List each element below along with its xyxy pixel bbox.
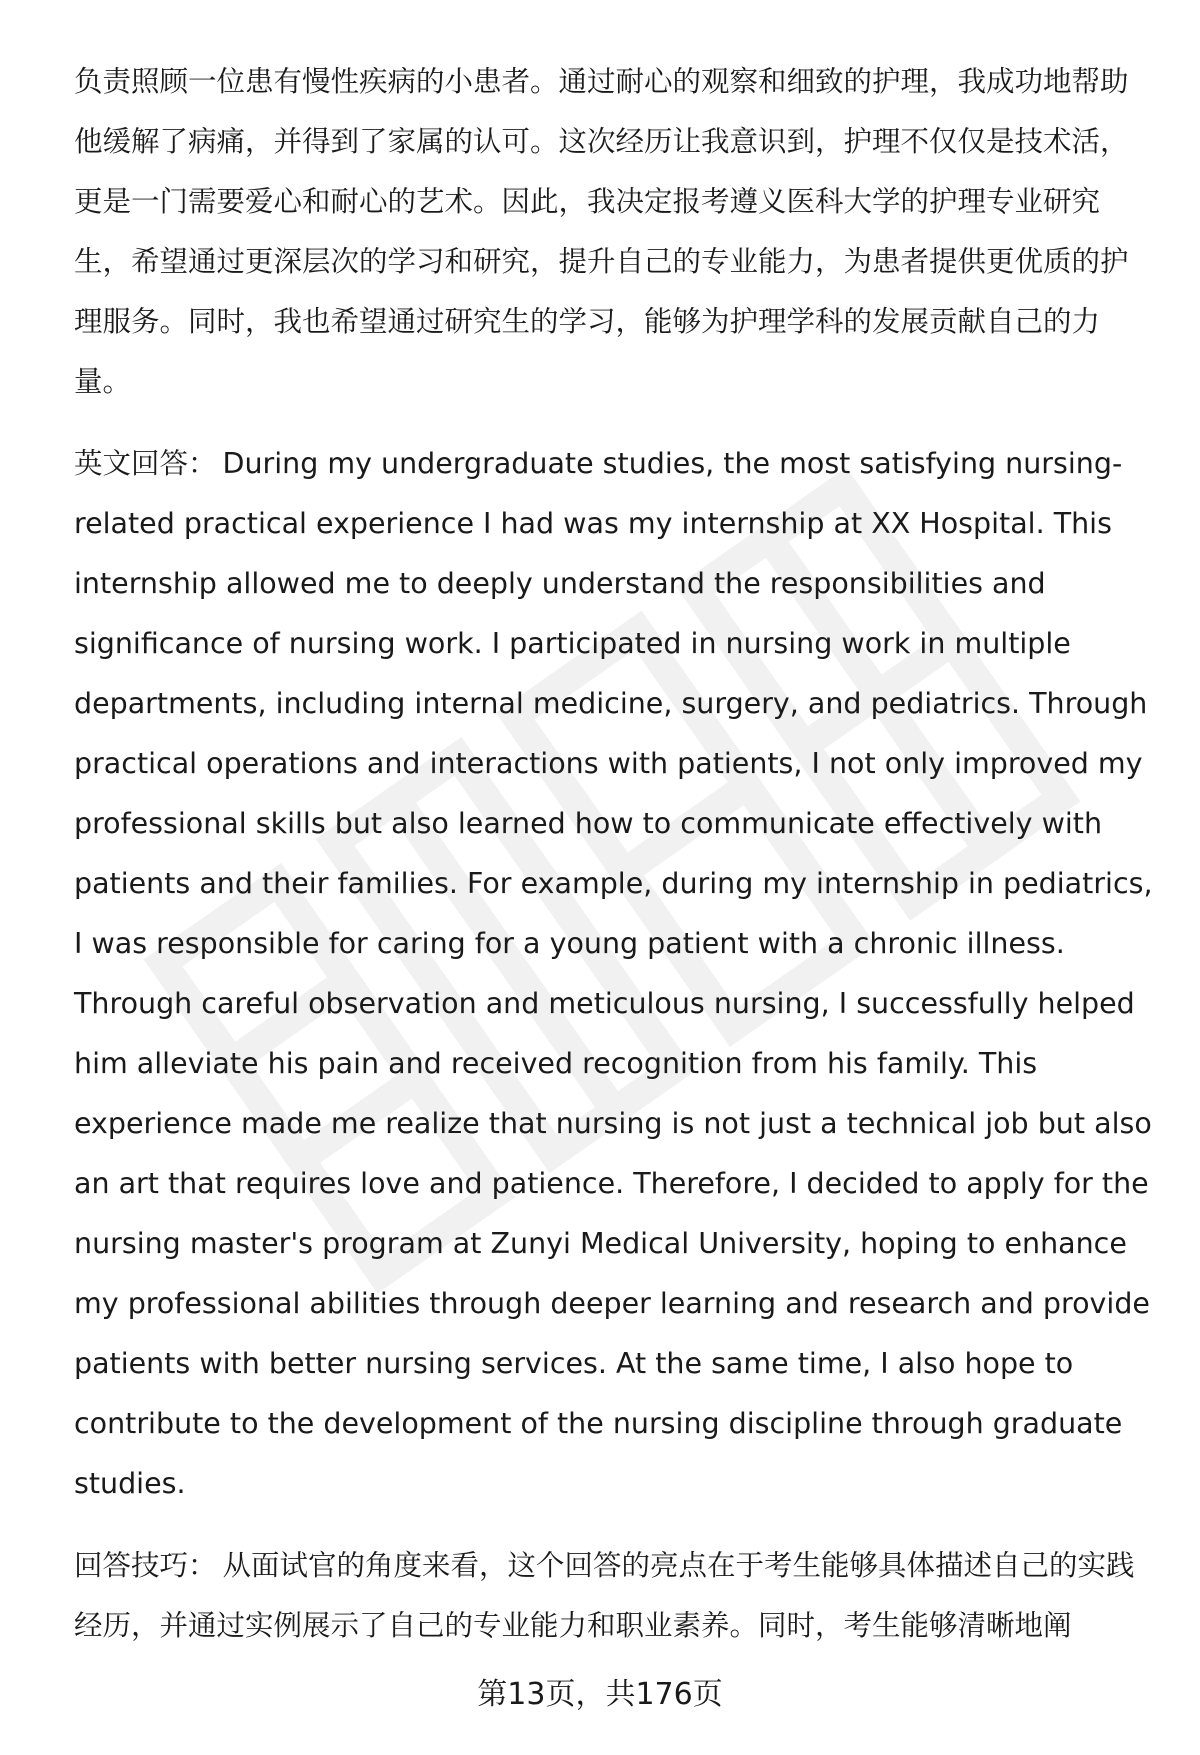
page-indicator: 第13页，共176页 <box>477 1677 723 1712</box>
chinese-answer-continuation <box>74 52 1154 412</box>
answer-tips-paragraph <box>74 1536 1154 1656</box>
english-answer-paragraph <box>74 434 1154 1514</box>
document-page <box>74 52 1154 1656</box>
english-answer-label: 英文回答： <box>74 447 217 480</box>
answer-tips-text: 从面试官的角度来看，这个回答的亮点在于考生能够具体描述自己的实践经历，并通过实例展示了自己的专业能力和职业素养。同时，考生能够清晰地阐 <box>74 1549 1135 1642</box>
english-answer-text: During my undergraduate studies, the most satisfying nursing-related practical experience I had was my internship at XX Hospital. This internship allowed me to deeply understand the responsibilities and significance of nursing work. I participated in nursing work in multiple departments, including internal medicine, surgery, and pediatrics. Through practical operations and interactions with patients, I not only improved my professional skills but also learned how to communicate effectively with patients and their families. For example, during my internship in pediatrics, I was responsible for caring for a young patient with a chronic illness. Through careful observation and meticulous nursing, I successfully helped him alleviate his pain and received recognition from his family. This experience made me realize that nursing is not just a technical job but also an art that requires love and patience. Therefore, I decided to apply for the nursing master's program at Zunyi Medical University, hoping to enhance my professional abilities through deeper learning and research and provide patients with better nursing services. At the same time, I also hope to contribute to the development of the nursing discipline through graduate studies. <box>74 447 1153 1500</box>
chinese-answer-text: 负责照顾一位患有慢性疾病的小患者。通过耐心的观察和细致的护理，我成功地帮助他缓解了病痛，并得到了家属的认可。这次经历让我意识到，护理不仅仅是技术活，更是一门需要爱心和耐心的艺术。因此，我决定报考遵义医科大学的护理专业研究生，希望通过更深层次的学习和研究，提升自己的专业能力，为患者提供更优质的护理服务。同时，我也希望通过研究生的学习，能够为护理学科的发展贡献自己的力量。 <box>74 65 1129 398</box>
answer-tips-label: 回答技巧： <box>74 1549 217 1582</box>
